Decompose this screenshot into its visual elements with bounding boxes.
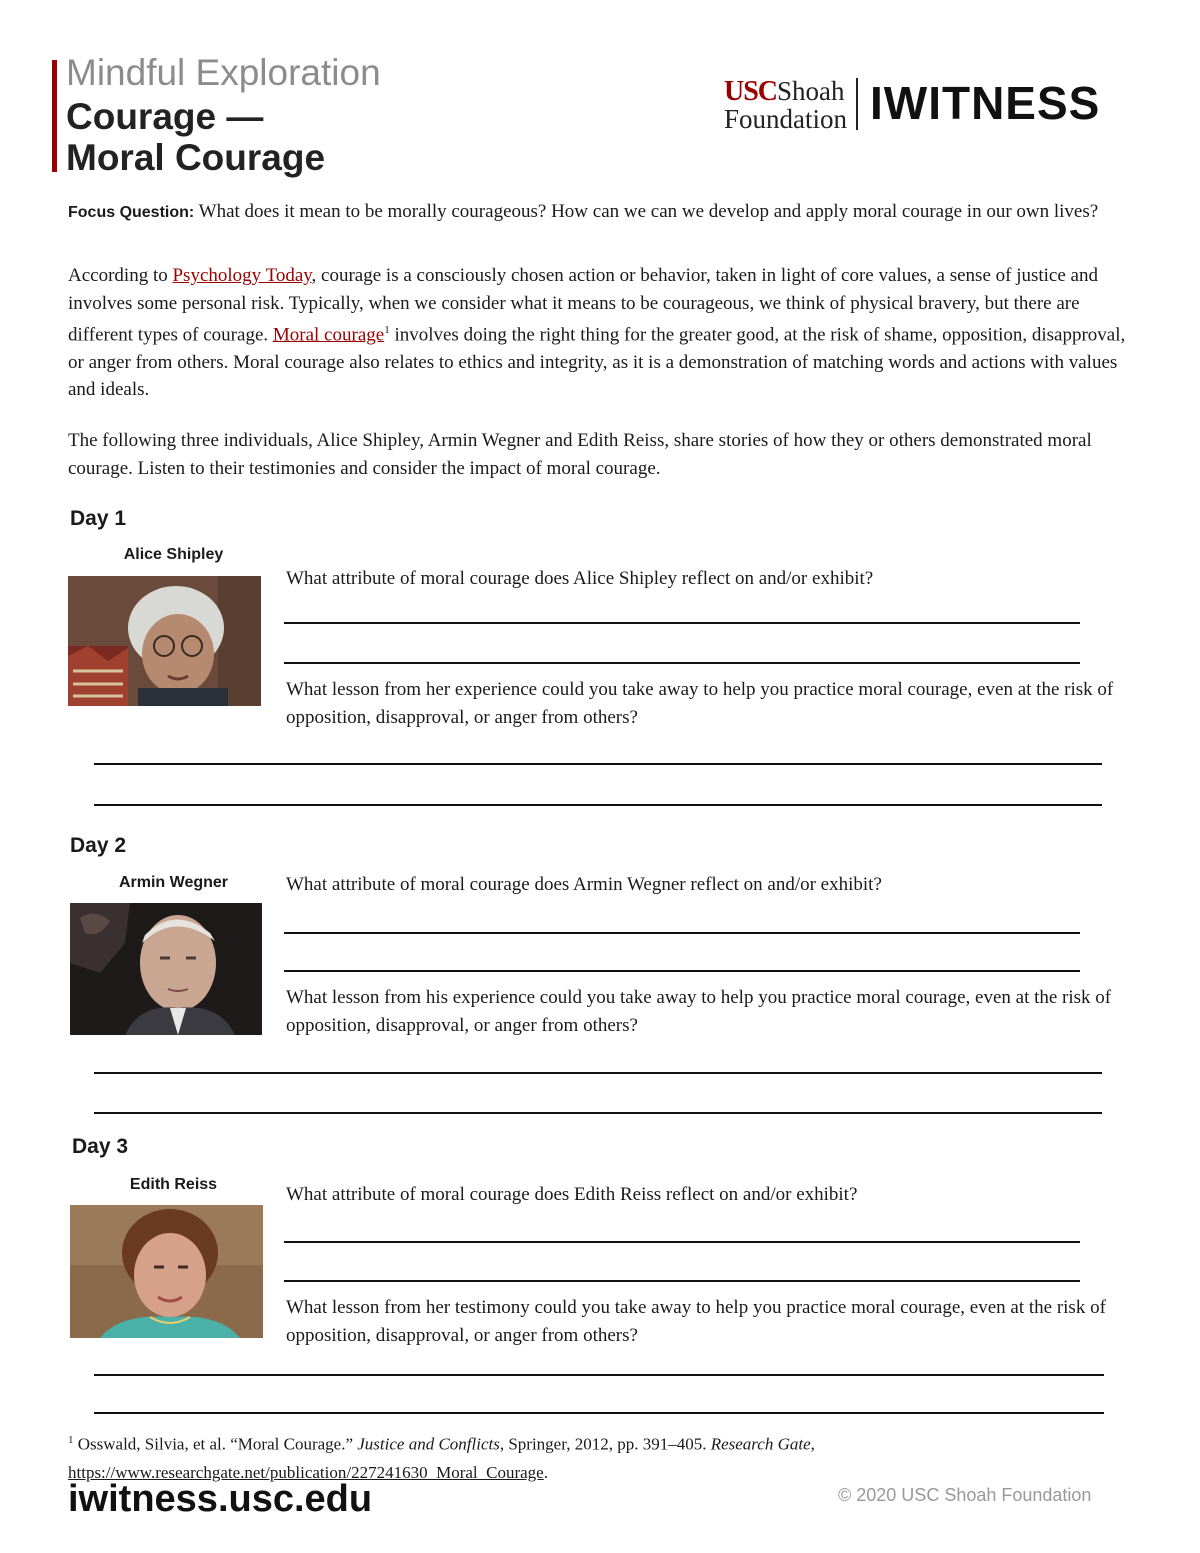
person-name: Edith Reiss bbox=[129, 1176, 218, 1193]
logo-usc-text: USC bbox=[724, 76, 778, 107]
question-lesson: What lesson from his experience could you take away to help you practice moral courage, even at the risk of opposition, disapproval, or anger from others? bbox=[286, 987, 1112, 1036]
edith-reiss-photo bbox=[70, 1205, 263, 1338]
answer-line[interactable] bbox=[94, 804, 1102, 806]
question-lesson: What lesson from her testimony could you take away to help you practice moral courage, even at the risk of opposition, disapproval, or anger from others? bbox=[286, 1297, 1106, 1346]
title-line-2: Moral Courage bbox=[66, 137, 326, 178]
intro-paragraph-2: The following three individuals, Alice Shipley, Armin Wegner and Edith Reiss, share stories of how they or others demonstrated moral courage. Listen to their testimonies and consider the impact of moral courage. bbox=[68, 430, 1092, 479]
answer-line[interactable] bbox=[284, 622, 1080, 624]
intro-text-1: According to bbox=[68, 265, 173, 286]
page-title bbox=[66, 96, 325, 178]
answer-line[interactable] bbox=[284, 970, 1080, 972]
footnote-source: Research Gate bbox=[710, 1434, 811, 1454]
person-name: Armin Wegner bbox=[118, 874, 229, 891]
footnote-url-link[interactable]: https://www.researchgate.net/publication/227241630_Moral_Courage bbox=[68, 1462, 544, 1482]
intro-text-2: , courage is a consciously chosen action or behavior, taken in light of core values, a sense of justice and involves some personal risk. Typically, when we consider what it means to be courageous, we think of physical bravery, but there are different types of courage. bbox=[68, 265, 1098, 346]
footnote-ref: 1 bbox=[384, 324, 390, 336]
answer-line[interactable] bbox=[94, 1112, 1102, 1114]
focus-question bbox=[68, 198, 1128, 227]
footer-copyright: © 2020 USC Shoah Foundation bbox=[838, 1485, 1092, 1505]
footnote-text-3: , bbox=[810, 1434, 815, 1454]
footer-site-url[interactable]: iwitness.usc.edu bbox=[68, 1478, 373, 1520]
title-accent-bar bbox=[52, 60, 57, 172]
armin-wegner-photo bbox=[70, 903, 262, 1035]
page-pretitle: Mindful Exploration bbox=[66, 52, 381, 93]
logo-shoah-text: Shoah bbox=[777, 76, 845, 106]
footnote-text-2: , Springer, 2012, pp. 391–405. bbox=[499, 1434, 711, 1454]
moral-courage-link[interactable]: Moral courage bbox=[272, 324, 385, 346]
answer-line[interactable] bbox=[94, 1374, 1104, 1376]
answer-line[interactable] bbox=[284, 932, 1080, 934]
day-heading: Day 3 bbox=[72, 1135, 129, 1158]
title-line-1: Courage — bbox=[66, 96, 264, 137]
focus-question-label: Focus Question: bbox=[68, 204, 195, 221]
answer-line[interactable] bbox=[284, 1241, 1080, 1243]
question-attribute: What attribute of moral courage does Alice Shipley reflect on and/or exhibit? bbox=[286, 568, 874, 589]
iwitness-logo: IWITNESS bbox=[870, 77, 1101, 129]
footnote-text-4: . bbox=[543, 1462, 548, 1482]
answer-line[interactable] bbox=[94, 1412, 1104, 1414]
footnote-number: 1 bbox=[68, 1434, 74, 1446]
answer-line[interactable] bbox=[284, 1280, 1080, 1282]
answer-line[interactable] bbox=[94, 1072, 1102, 1074]
alice-shipley-photo bbox=[68, 576, 261, 706]
question-attribute: What attribute of moral courage does Edith Reiss reflect on and/or exhibit? bbox=[286, 1184, 858, 1205]
question-attribute: What attribute of moral courage does Armin Wegner reflect on and/or exhibit? bbox=[286, 874, 882, 895]
logo-divider bbox=[856, 78, 858, 130]
footnote-journal: Justice and Conflicts bbox=[357, 1434, 500, 1454]
answer-line[interactable] bbox=[94, 763, 1102, 765]
footnote-text-1: Osswald, Silvia, et al. “Moral Courage.” bbox=[73, 1434, 358, 1454]
answer-line[interactable] bbox=[284, 662, 1080, 664]
day-heading: Day 1 bbox=[70, 507, 127, 530]
intro-text-3: involves doing the right thing for the greater good, at the risk of shame, opposition, disapproval, or anger from others. Moral courage also relates to ethics and integrity, as it is a demonstration of matching words and actions with values and ideals. bbox=[68, 324, 1126, 401]
day-heading: Day 2 bbox=[70, 834, 127, 857]
logo-foundation-text: Foundation bbox=[724, 104, 848, 134]
psychology-today-link[interactable]: Psychology Today bbox=[172, 265, 312, 286]
focus-question-text: What does it mean to be morally courageous? How can we can we develop and apply moral courage in our own lives? bbox=[194, 201, 1099, 222]
question-lesson: What lesson from her experience could you take away to help you practice moral courage, even at the risk of opposition, disapproval, or anger from others? bbox=[286, 679, 1114, 728]
person-name: Alice Shipley bbox=[123, 546, 224, 563]
usc-shoah-foundation-logo bbox=[724, 76, 848, 136]
intro-paragraph bbox=[68, 262, 1128, 404]
